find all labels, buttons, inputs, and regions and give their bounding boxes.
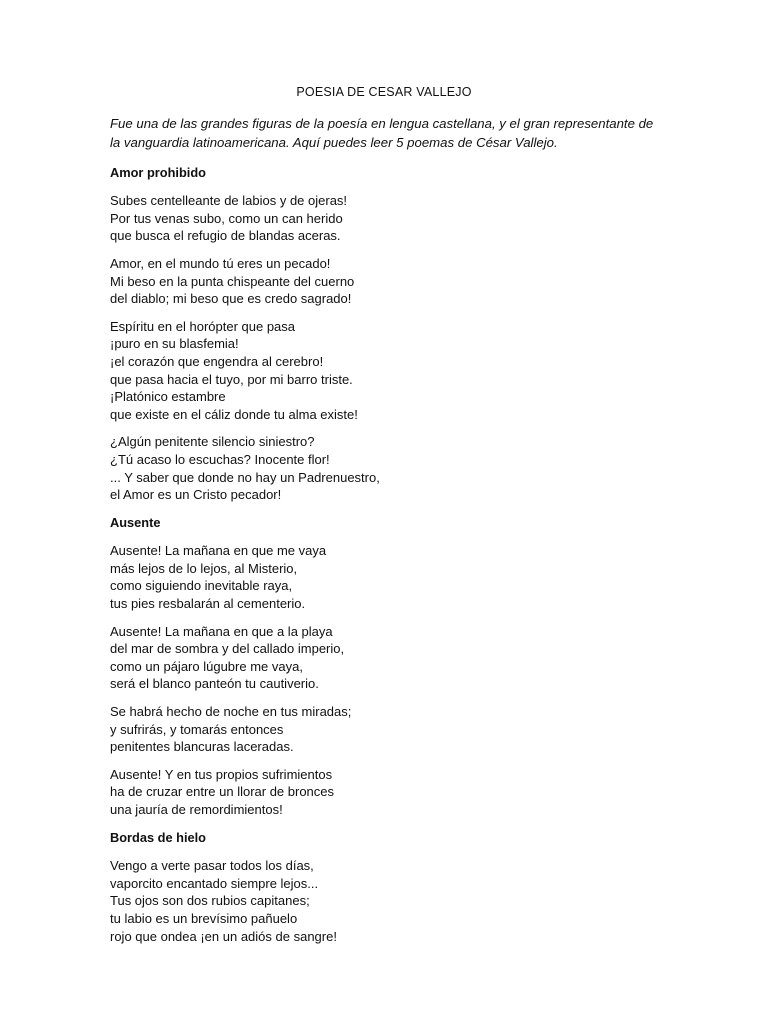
stanza [110,623,658,693]
poem-line: ¿Algún penitente silencio siniestro? [110,434,315,450]
poem-line: ¡puro en su blasfemia! [110,336,239,352]
poem-line: el Amor es un Cristo pecador! [110,487,282,503]
document-content [110,84,658,955]
poem-amor-prohibido [110,164,658,504]
poem-line: Ausente! La mañana en que me vaya [110,543,327,559]
poem-line: ... Y saber que donde no hay un Padrenuestro, [110,469,380,485]
poem-line: del mar de sombra y del callado imperio, [110,641,345,657]
poem-title: Bordas de hielo [110,829,206,845]
poem-line: Vengo a verte pasar todos los días, [110,858,314,874]
poem-line: Tus ojos son dos rubios capitanes; [110,893,310,909]
document-title: POESIA DE CESAR VALLEJO [296,85,472,99]
poem-line: Subes centelleante de labios y de ojeras! [110,193,348,209]
poem-line: Por tus venas subo, como un can herido [110,210,343,226]
poem-line: y sufrirás, y tomarás entonces [110,721,284,737]
poem-line: Ausente! Y en tus propios sufrimientos [110,766,333,782]
poem-line: tus pies resbalarán al cementerio. [110,596,306,612]
stanza [110,192,658,245]
poem-line: que existe en el cáliz donde tu alma existe! [110,406,358,422]
poem-line: Ausente! La mañana en que a la playa [110,623,333,639]
stanza [110,433,658,503]
poem-line: que pasa hacia el tuyo, por mi barro triste. [110,371,353,387]
stanza [110,255,658,308]
poem-line: penitentes blancuras laceradas. [110,739,294,755]
stanza [110,857,658,945]
poem-line: como un pájaro lúgubre me vaya, [110,658,303,674]
poem-line: más lejos de lo lejos, al Misterio, [110,560,298,576]
poem-line: Mi beso en la punta chispeante del cuerno [110,273,355,289]
poem-line: vaporcito encantado siempre lejos... [110,875,319,891]
poem-line: Amor, en el mundo tú eres un pecado! [110,255,331,271]
poem-line: tu labio es un brevísimo pañuelo [110,910,298,926]
poem-line: Se habrá hecho de noche en tus miradas; [110,704,352,720]
poem-line: ha de cruzar entre un llorar de bronces [110,784,335,800]
document-intro: Fue una de las grandes figuras de la poesía en lengua castellana, y el gran representante de la vanguardia latinoamericana. Aquí puedes leer 5 poemas de César Vallejo. [110,115,654,150]
poem-line: ¡Platónico estambre [110,389,226,405]
poem-line: como siguiendo inevitable raya, [110,578,293,594]
poem-title: Amor prohibido [110,164,206,180]
poem-line: Espíritu en el horópter que pasa [110,318,296,334]
stanza [110,542,658,612]
poem-ausente [110,514,658,819]
stanza [110,766,658,819]
poem-line: que busca el refugio de blandas aceras. [110,228,341,244]
poem-title: Ausente [110,514,161,530]
stanza [110,703,658,756]
poem-line: será el blanco panteón tu cautiverio. [110,676,319,692]
poem-bordas-de-hielo [110,829,658,946]
poem-line: rojo que ondea ¡en un adiós de sangre! [110,928,337,944]
poem-line: ¡el corazón que engendra al cerebro! [110,353,324,369]
poem-line: del diablo; mi beso que es credo sagrado! [110,291,352,307]
stanza [110,318,658,424]
poem-line: ¿Tú acaso lo escuchas? Inocente flor! [110,451,330,467]
poem-line: una jauría de remordimientos! [110,802,283,817]
